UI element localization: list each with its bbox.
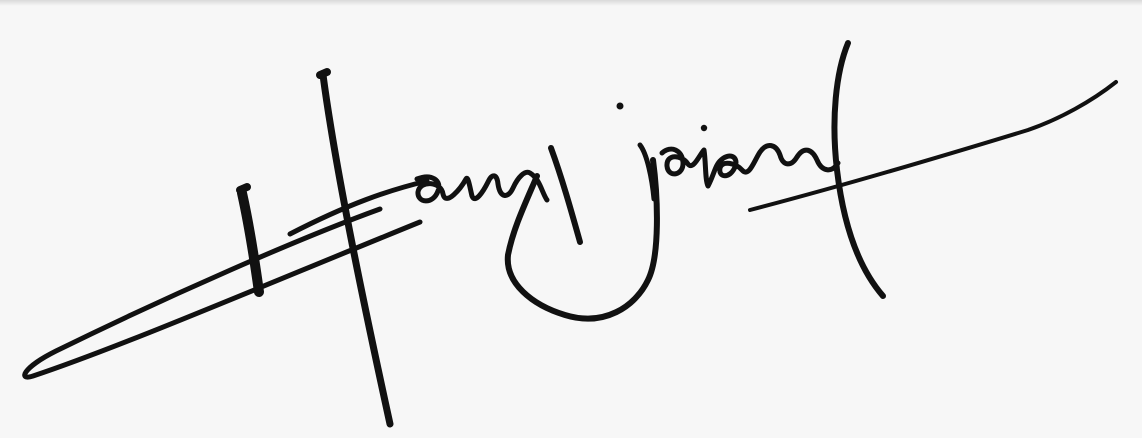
signature-j-stroke: [640, 145, 654, 199]
signature-y-stem: [551, 148, 580, 242]
signature-dot-2: [701, 125, 707, 131]
signature-dot-1: [617, 103, 624, 110]
signature-right-trail: [750, 82, 1116, 210]
signature-second-vertical: [323, 75, 390, 424]
signature-first-vertical: [242, 193, 259, 292]
signature-cursive-aiswal: [662, 146, 838, 186]
signature-first-vertical-cap: [240, 187, 247, 190]
signature-second-vertical-cap: [320, 72, 327, 75]
signature-final-vertical: [834, 43, 883, 296]
